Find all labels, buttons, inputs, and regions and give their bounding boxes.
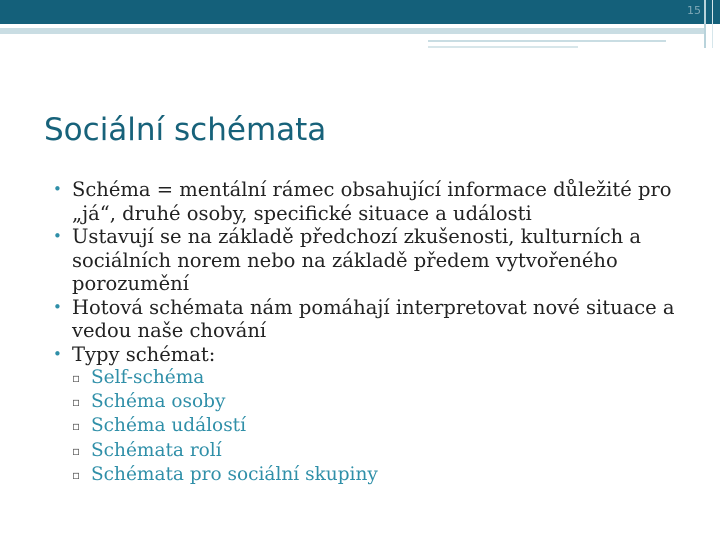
sub-bullet-text: Schémata rolí bbox=[91, 439, 222, 461]
bullet-item bbox=[52, 296, 692, 343]
bullet-text: Hotová schémata nám pomáhají interpretovat nové situace a vedou naše chování bbox=[72, 295, 675, 342]
bullet-marker-icon: • bbox=[53, 297, 62, 316]
square-bullet-icon: ▫ bbox=[72, 467, 81, 482]
bullet-text: Ustavují se na základě předchozí zkušenosti, kulturních a sociálních norem nebo na základě předem vytvořeného porozumění bbox=[72, 225, 642, 295]
bullet-marker-icon: • bbox=[53, 227, 62, 245]
bullet-item bbox=[52, 343, 692, 488]
bullet-text: Schéma = mentální rámec obsahující informace důležité pro „já“, druhé osoby, specifické situace a události bbox=[72, 178, 672, 225]
bullet-item bbox=[52, 178, 692, 225]
sub-bullet-text: Schéma osoby bbox=[91, 391, 226, 413]
header-rule-thin bbox=[428, 40, 666, 42]
square-bullet-icon: ▫ bbox=[72, 371, 81, 385]
square-bullet-icon: ▫ bbox=[72, 395, 81, 410]
sub-bullet-text: Self-schéma bbox=[91, 367, 205, 388]
slide-content bbox=[52, 178, 692, 487]
square-bullet-icon: ▫ bbox=[72, 443, 81, 458]
sub-bullet-item bbox=[72, 390, 692, 414]
slide-title: Sociální schémata bbox=[44, 112, 327, 148]
bullet-item bbox=[52, 225, 692, 296]
square-bullet-icon: ▫ bbox=[72, 419, 81, 434]
header-vertical-rule bbox=[704, 0, 706, 48]
sub-bullet-item bbox=[72, 439, 692, 463]
bullet-marker-icon: • bbox=[53, 344, 62, 363]
header-bar bbox=[0, 0, 720, 24]
page-number: 15 bbox=[687, 4, 701, 17]
bullet-marker-icon: • bbox=[53, 180, 62, 198]
sub-bullet-item bbox=[72, 366, 692, 390]
header-rule-short bbox=[428, 46, 578, 48]
sub-bullet-item bbox=[72, 414, 692, 438]
sub-bullet-item bbox=[72, 463, 692, 487]
bullet-list bbox=[52, 178, 692, 487]
bullet-text: Typy schémat: bbox=[72, 342, 216, 366]
sub-bullet-text: Schémata pro sociální skupiny bbox=[91, 463, 378, 485]
sub-bullet-list bbox=[72, 366, 692, 487]
sub-bullet-text: Schéma událostí bbox=[91, 415, 247, 437]
header-rule bbox=[0, 28, 705, 34]
header-vertical-rule-thin bbox=[712, 0, 713, 48]
